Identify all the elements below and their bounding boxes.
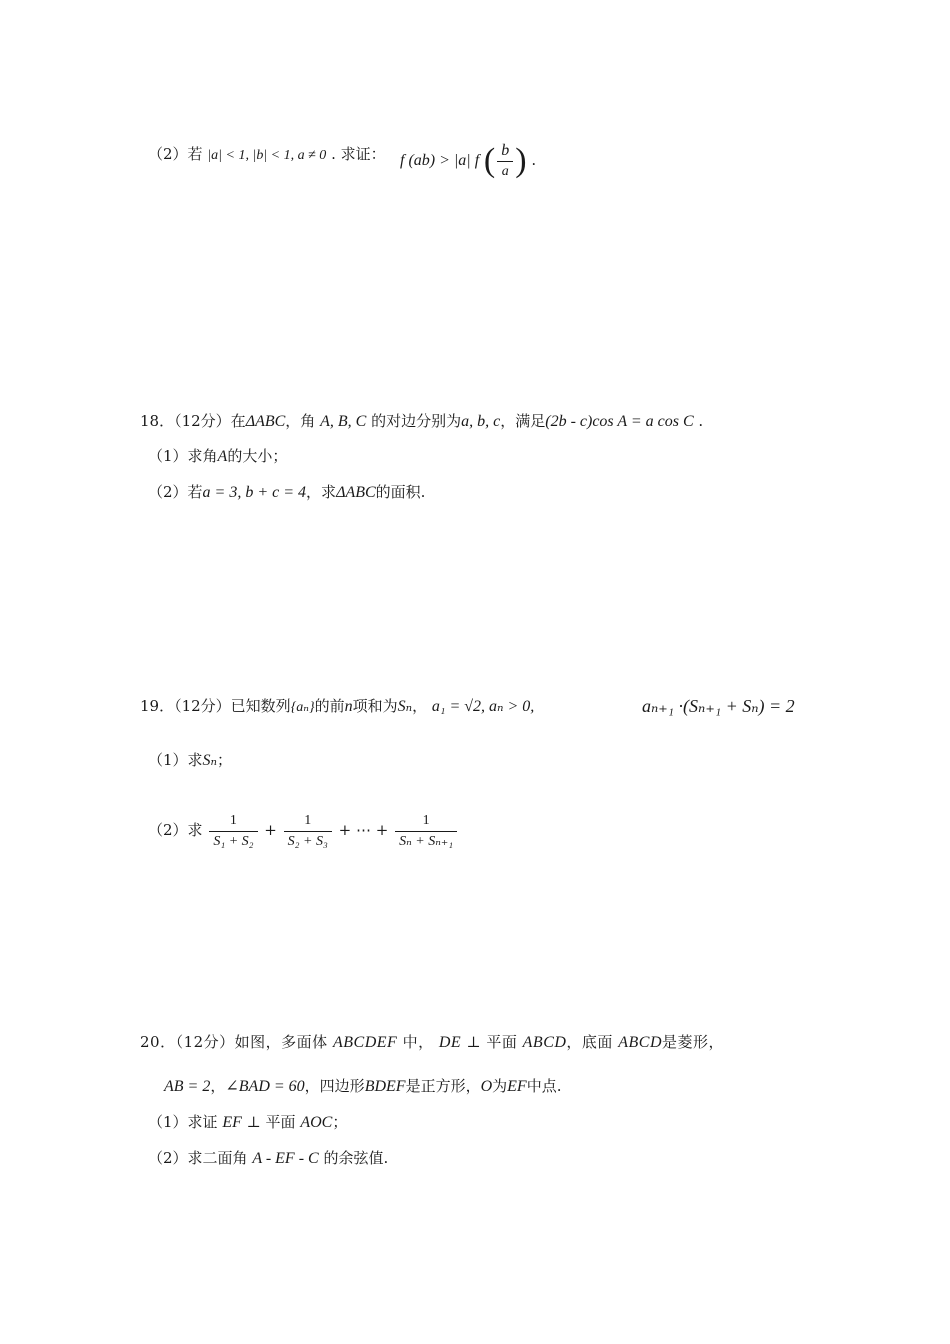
q19-part2 <box>148 806 459 854</box>
q20-de: DE <box>438 1034 462 1051</box>
q18-part1-a: （1）求角 <box>148 447 218 465</box>
q19-sequence: {aₙ} <box>290 700 315 715</box>
q18-end: . <box>698 412 704 430</box>
q18-triangle: ΔABC <box>245 413 286 430</box>
q19-S: Sₙ <box>397 698 413 715</box>
q20-part1 <box>148 1110 347 1135</box>
q20-number: 20．（12分）如图，多面体 <box>140 1033 328 1051</box>
q20-part1-a: （1）求证 <box>148 1113 218 1131</box>
q20-part2-angle: A - EF - C <box>252 1150 319 1167</box>
q20-line2-e: 中点. <box>526 1077 562 1095</box>
sum-term-1-den: S₁ + S₂ <box>213 833 254 849</box>
q19-part1-S: Sₙ <box>202 752 218 769</box>
q18-angles: A, B, C <box>320 413 367 430</box>
q20-part1-ef: EF <box>222 1114 242 1131</box>
q20-text-b: 中， <box>402 1033 434 1051</box>
q19-text-b: 的前 <box>314 697 345 715</box>
q19-text-d: ， <box>412 697 428 715</box>
q20-ab: AB = 2 <box>164 1078 211 1095</box>
q19-part2-a: （2）求 <box>148 821 203 839</box>
q20-ef: EF <box>507 1078 527 1095</box>
q17-part2-label: （2）若 <box>148 145 203 163</box>
q20-part1-b: ⊥ 平面 <box>246 1113 296 1131</box>
q20-o: O <box>480 1078 493 1095</box>
q19-n: n <box>344 698 353 715</box>
q18-equation: (2b - c)cos A = a cos C <box>545 413 694 430</box>
sum-term-1 <box>209 811 257 852</box>
q18-part2-b: ，求 <box>306 483 337 501</box>
q20-part1-c: ； <box>332 1113 348 1131</box>
sum-term-n-num: 1 <box>395 811 457 832</box>
q19-part1 <box>148 748 232 773</box>
q19-part1-b: ； <box>217 751 233 769</box>
sum-plus: + <box>264 821 277 839</box>
sum-term-2-num: 1 <box>284 811 332 832</box>
q19-relation <box>642 694 795 719</box>
q17-claim-end: . <box>531 151 537 169</box>
q20-abcd-1: ABCD <box>522 1034 567 1051</box>
sum-term-2-den: S₂ + S₃ <box>287 833 328 849</box>
q18-line1 <box>140 409 703 434</box>
q20-line1 <box>140 1030 724 1055</box>
q20-line2-b: ，四边形 <box>304 1077 365 1095</box>
q20-part2-b: 的余弦值. <box>323 1149 389 1167</box>
q17-claim-frac: ( $\frac{b}{a}$ ) <box>484 141 527 182</box>
q20-text-e: 是菱形， <box>662 1033 725 1051</box>
q17-part2-claim <box>400 138 536 183</box>
q18-text-b: ，角 <box>285 412 316 430</box>
q20-bdef: BDEF <box>364 1078 406 1095</box>
q19-number: 19．（12分）已知数列 <box>140 697 291 715</box>
sum-dots: + ⋯ + <box>338 821 389 839</box>
sum-term-n-den: Sₙ + Sₙ₊₁ <box>399 833 454 849</box>
q20-part2-a: （2）求二面角 <box>148 1149 248 1167</box>
q19-part1-a: （1）求 <box>148 751 203 769</box>
q19-relation-eq: aₙ₊₁ ·(Sₙ₊₁ + Sₙ) = 2 <box>642 696 795 716</box>
q20-angle-bad: ∠BAD = 60 <box>225 1078 305 1095</box>
q17-frac-den: a <box>501 163 509 179</box>
q18-part2-c: 的面积. <box>375 483 426 501</box>
q18-sides: a, b, c <box>461 413 501 430</box>
q20-line2-d: 为 <box>492 1077 508 1095</box>
q18-part2 <box>148 480 425 505</box>
q20-part2 <box>148 1146 388 1171</box>
q18-text-d: ，满足 <box>500 412 546 430</box>
q20-part1-aoc: AOC <box>300 1114 333 1131</box>
q20-text-d: ，底面 <box>566 1033 613 1051</box>
q18-text-c: 的对边分别为 <box>371 412 462 430</box>
q17-part2-mid: . 求证： <box>331 145 386 163</box>
sum-term-n <box>395 811 457 852</box>
q18-part2-a: （2）若 <box>148 483 203 501</box>
q20-polyhedron: ABCDEF <box>332 1034 398 1051</box>
sum-term-2 <box>284 811 332 852</box>
q17-claim-left: f (ab) > |a| f <box>400 152 480 169</box>
sum-term-1-num: 1 <box>209 811 257 832</box>
q20-line2-c: 是正方形， <box>405 1077 481 1095</box>
q19-text-c: 项和为 <box>352 697 398 715</box>
q18-part2-eq: a = 3, b + c = 4 <box>202 484 307 501</box>
q17-part2-line <box>148 142 386 168</box>
q20-text-c: ⊥ 平面 <box>466 1033 518 1051</box>
q18-part1 <box>148 444 287 469</box>
q18-part1-var: A <box>217 448 228 465</box>
q19-condition: a₁ = √2, aₙ > 0, <box>431 698 535 715</box>
q20-line2 <box>164 1074 561 1099</box>
q18-number: 18．（12分）在 <box>140 412 246 430</box>
q17-part2-condition: |a| < 1, |b| < 1, a ≠ 0 <box>207 148 327 163</box>
q19-line1 <box>140 694 534 720</box>
q20-abcd-2: ABCD <box>618 1034 662 1051</box>
q20-line2-a: ， <box>210 1077 226 1095</box>
q18-part2-tri: ΔABC <box>336 484 376 501</box>
q17-frac-num: b <box>497 141 513 162</box>
q18-part1-b: 的大小； <box>227 447 288 465</box>
